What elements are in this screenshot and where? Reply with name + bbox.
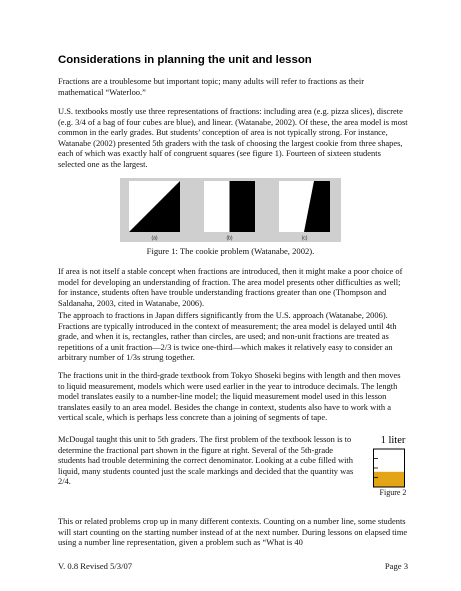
- paragraph-intro: Fractions are a troublesome but important topic; many adults will refer to fractions as their mathematical “Waterloo.”: [58, 76, 365, 97]
- footer-page-number: Page 3: [384, 561, 408, 571]
- figure1-caption: Figure 1: The cookie problem (Watanabe, 2002).: [146, 246, 315, 256]
- panel-label-a: (a): [151, 235, 158, 242]
- liter-figure: [369, 435, 419, 501]
- paragraph-japan-approach: The approach to fractions in Japan differs significantly from the U.S. approach (Watanabe, 2006). Fractions are typically introduced in the context of measurement; the area model is delayed until 4th grade, and when it is, rectangles, rather than circles, are used; and non-unit fractions are treated as repetitions of a unit fraction—2/3 is twice one-third—which makes it relatively easy to consider an arbitrary number of 1/3s strung together.: [58, 310, 397, 363]
- liquid-fill: [374, 472, 405, 487]
- paragraph-area-concept: If area is not itself a stable concept when fractions are introduced, then it might make a poor choice of model for developing an understanding of fraction. The area model presents other difficulties as well; for instance, students often have trouble understanding fractions greater than one (Thompson and Saldanaha, 2003, cited in Watanabe, 2006).: [58, 266, 403, 308]
- cookie-figure: [120, 178, 341, 242]
- panel-label-b: (b): [226, 235, 233, 242]
- footer-version: V. 0.8 Revised 5/3/07: [58, 561, 133, 571]
- liter-figure-title: 1 liter: [380, 435, 406, 446]
- cookie-b-half: [230, 181, 256, 232]
- panel-label-c: (c): [301, 235, 308, 242]
- paragraph-mcdougal: McDougal taught this unit to 5th graders. The first problem of the textbook lesson is to determine the fractional part shown in the figure at right. Several of the 5th-grade students had trouble determining the correct denominator. Looking at a cube filled with liquid, many students counted just the scale markings and decided that the quantity was 2/4.: [58, 434, 354, 487]
- paragraph-tokyo-shoseki: The fractions unit in the third-grade textbook from Tokyo Shoseki begins with length and then moves to liquid measurement, models which were used earlier in the year to introduce decimals. The length model translates easily to a number-line model; the liquid measurement model used in this lesson translates easily to an area model. Besides the change in context, students also have to work with a vertical scale, which is perhaps less concrete than a joining of segments of tape.: [58, 370, 401, 423]
- figure2-caption: Figure 2: [379, 488, 407, 497]
- paragraph-representations: U.S. textbooks mostly use three representations of fractions: including area (e.g. pizza slices), discrete (e.g. 3/4 of a bag of four cubes are blue), and linear. (Watanabe, 2002). Of these, the area model is most common in the early grades. But students’ conception of area is not typically strong. For instance, Watanabe (2002) presented 5th graders with the task of choosing the largest cookie from three shapes, each of which was exactly half of congruent squares (see figure 1). Fourteen of sixteen students selected one as the largest.: [58, 106, 408, 169]
- cookie-figure-svg: [120, 178, 341, 242]
- section-heading: Considerations in planning the unit and lesson: [58, 54, 312, 66]
- paragraph-related-problems: This or related problems crop up in many different contexts. Counting on a number line, some students will start counting on the starting number instead of at the next number. During lessons on elapsed time using a number line representation, given a problem such as “What is 40: [58, 516, 408, 548]
